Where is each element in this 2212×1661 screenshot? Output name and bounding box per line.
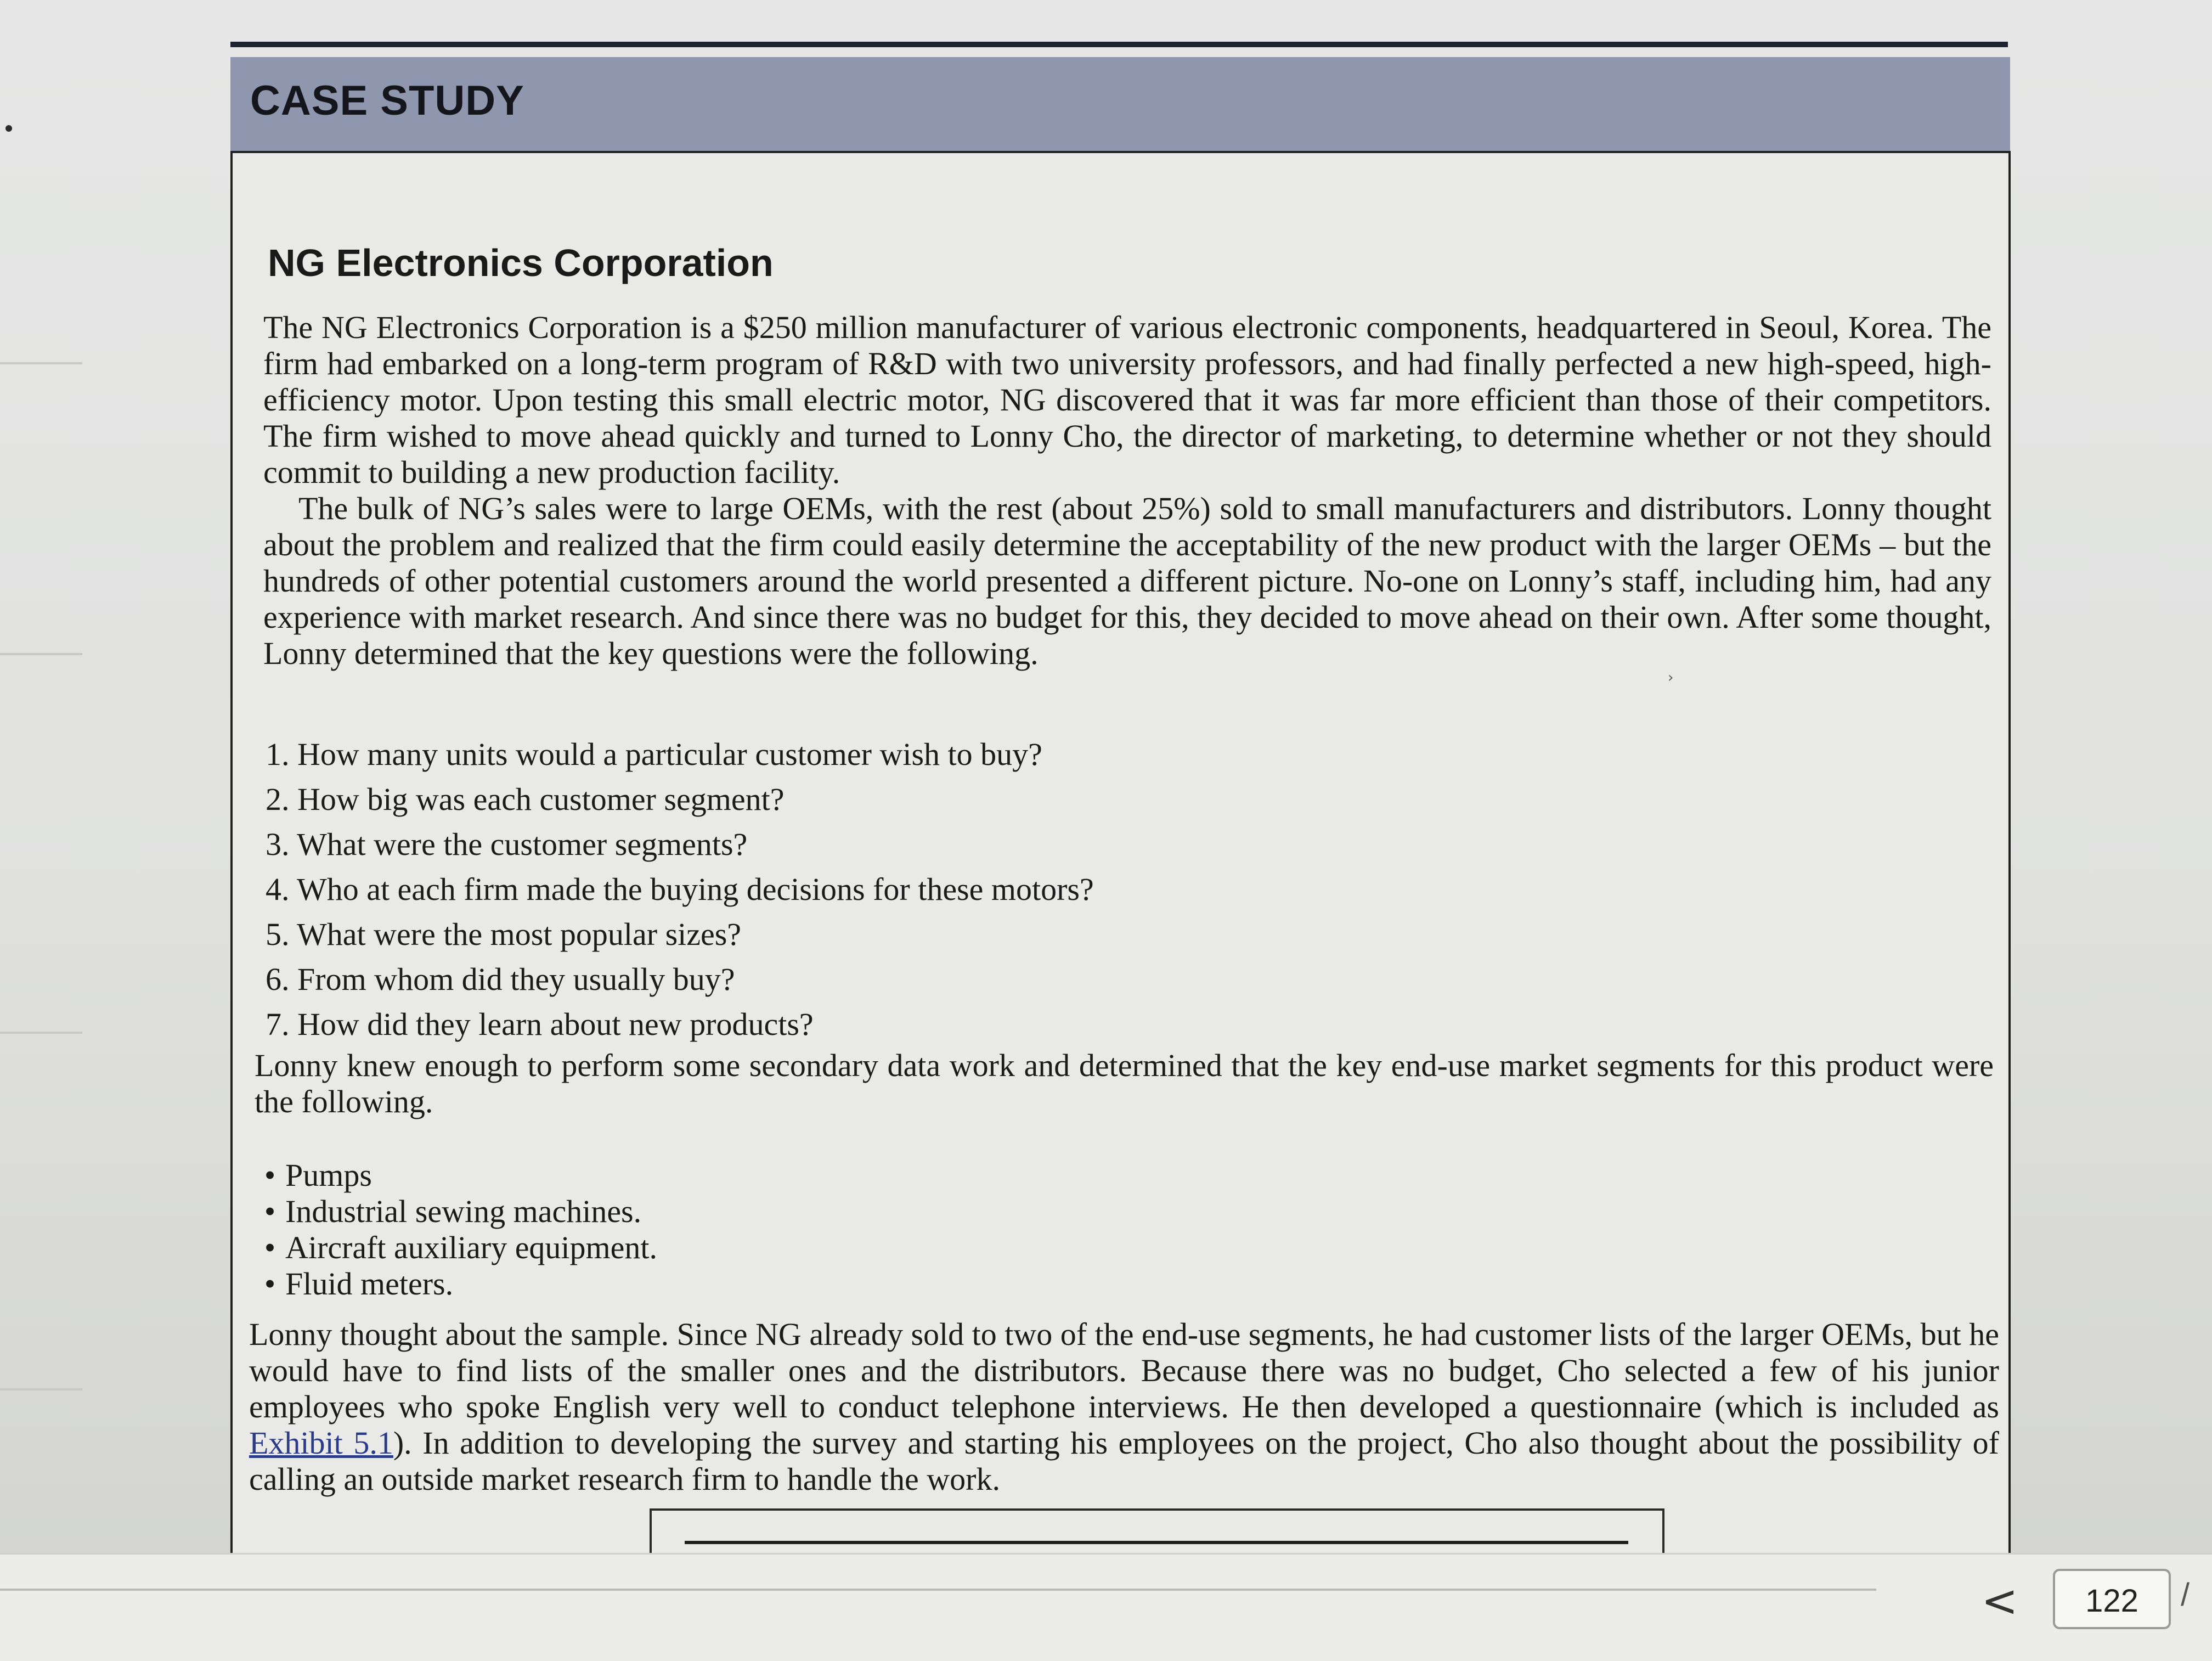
paragraph-segments-intro: Lonny knew enough to perform some secondary data work and determined that the key end-use market segments for this product were the following.	[255, 1048, 1994, 1119]
list-item	[255, 1157, 657, 1193]
list-item: 4. Who at each firm made the buying decisions for these motors?	[266, 871, 1094, 907]
list-item	[255, 1230, 657, 1266]
paragraph-sample-text-end: ). In addition to developing the survey and starting his employees on the project, Cho also thought about the possibility of calling an outside market research firm to handle the work.	[249, 1425, 1999, 1497]
list-item	[255, 1266, 657, 1302]
page-progress-track	[0, 1589, 1876, 1591]
segment-label: Fluid meters.	[285, 1266, 454, 1302]
page-separator: /	[2181, 1577, 2190, 1613]
gutter-dot	[5, 125, 12, 132]
list-item: 7. How did they learn about new products?	[266, 1006, 814, 1042]
list-item: 1. How many units would a particular customer wish to buy?	[266, 736, 1042, 772]
exhibit-frame	[650, 1508, 1664, 1558]
exhibit-link[interactable]: Exhibit 5.1	[249, 1425, 393, 1461]
section-label: CASE STUDY	[250, 77, 524, 124]
gutter-line	[0, 653, 82, 655]
top-rule	[230, 42, 2008, 47]
gutter-line	[0, 1032, 82, 1034]
gutter-line	[0, 362, 82, 364]
list-item: 5. What were the most popular sizes?	[266, 916, 742, 952]
segment-label: Aircraft auxiliary equipment.	[285, 1230, 658, 1265]
case-title: NG Electronics Corporation	[268, 241, 774, 284]
page-number-input[interactable]: 122	[2053, 1569, 2171, 1629]
paragraph-intro: The NG Electronics Corporation is a $250 million manufacturer of various electronic components, headquartered in Seoul, Korea. The firm had embarked on a long-term program of R&D with two university professors, and had finally perfected a new high-speed, high-efficiency motor. Upon testing this small electric motor, NG discovered that it was far more efficient than those of their competitors. The firm wished to move ahead quickly and turned to Lonny Cho, the director of marketing, to determine whether or not they should commit to building a new production facility.	[263, 309, 1991, 490]
list-item: 2. How big was each customer segment?	[266, 781, 785, 817]
list-item: 3. What were the customer segments?	[266, 826, 748, 862]
reader-toolbar	[0, 1553, 2212, 1661]
case-study-box	[230, 151, 2011, 1558]
paragraph-sample-text: Lonny thought about the sample. Since NG already sold to two of the end-use segments, he had customer lists of the larger OEMs, but he would have to find lists of the smaller ones and the distributors. Because there was no budget, Cho selected a few of his junior employees who spoke English very well to conduct telephone interviews. He then developed a questionnaire (which is included as	[249, 1316, 1999, 1424]
segments-list	[255, 1157, 657, 1302]
paragraph-sample	[249, 1316, 1999, 1497]
list-item	[255, 1193, 657, 1230]
exhibit-rule	[685, 1541, 1628, 1544]
list-item: 6. From whom did they usually buy?	[266, 961, 735, 997]
paragraph-sales: The bulk of NG’s sales were to large OEMs, with the rest (about 25%) sold to small manufacturers and distributors. Lonny thought about the problem and realized that the firm could easily determine the acceptability of the new product with the larger OEMs – but the hundreds of other potential customers around the world presented a different picture. No-one on Lonny’s staff, including him, had any experience with market research. And since there was no budget for this, they decided to move ahead on their own. After some thought, Lonny determined that the key questions were the following.	[263, 491, 1991, 671]
key-questions-list	[266, 732, 1094, 1047]
document-page	[230, 38, 2074, 1558]
segment-label: Industrial sewing machines.	[285, 1193, 642, 1229]
segment-label: Pumps	[285, 1157, 372, 1193]
gutter-line	[0, 1388, 82, 1390]
pointer-icon: ›	[1668, 669, 1674, 686]
prev-page-button[interactable]: <	[1981, 1575, 2018, 1626]
